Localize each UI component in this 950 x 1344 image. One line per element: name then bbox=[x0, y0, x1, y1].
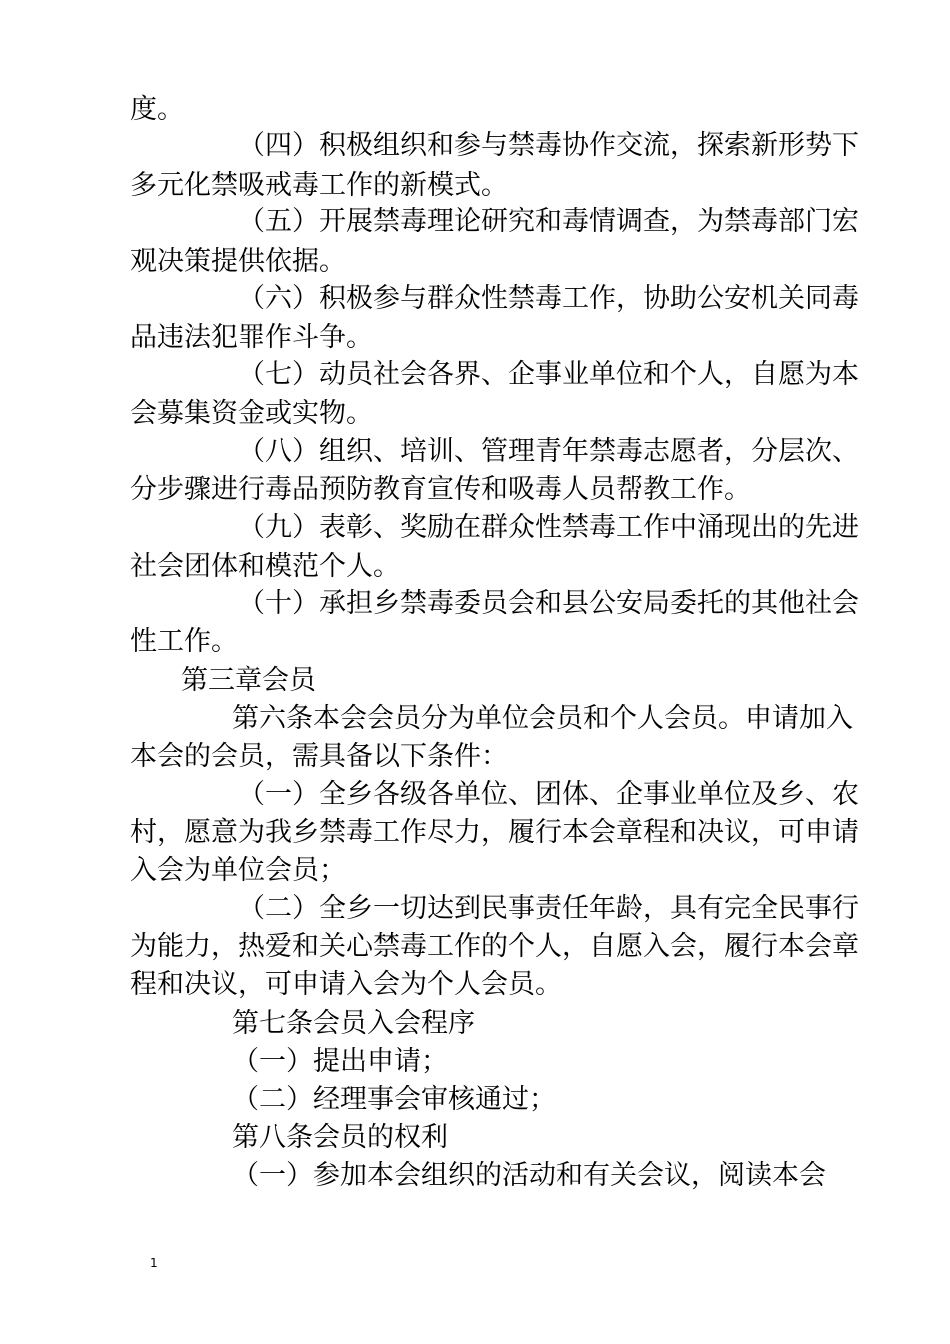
text-line: 观决策提供依据。 bbox=[130, 246, 346, 277]
text-line: 度。 bbox=[130, 94, 184, 125]
text-line: 分步骤进行毒品预防教育宣传和吸毒人员帮教工作。 bbox=[130, 474, 751, 505]
text-line: 多元化禁吸戒毒工作的新模式。 bbox=[130, 170, 508, 201]
text-line: （ 九 ） 表 彰 、 奖 励 在 群 众 性 禁 毒 工 作 中 涌 现 出 的 先 进 bbox=[238, 512, 859, 543]
article-heading: 第六条本会会员分为单位会员和个人会员。申请加入 bbox=[232, 703, 853, 734]
text-line: （ 七 ） 动 员 社 会 各 界 、 企 事 业 单 位 和 个 人 ， 自 愿 为 本 bbox=[238, 359, 859, 390]
text-line: 社会团体和模范个人。 bbox=[130, 551, 400, 582]
text-line: （二）经理事会审核通过； bbox=[232, 1084, 556, 1115]
text-line: 为 能 力 ， 热 爱 和 关 心 禁 毒 工 作 的 个 人 ， 自 愿 入 会 ， 履 行 本 会 章 bbox=[130, 931, 859, 962]
article-heading: 第七条会员入会程序 bbox=[232, 1008, 475, 1039]
text-line: 村 ， 愿 意 为 我 乡 禁 毒 工 作 尽 力 ， 履 行 本 会 章 程 和 决 议 ， 可 申 请 bbox=[130, 817, 859, 848]
text-line: （一）参加本会组织的活动和有关会议，阅读本会 bbox=[232, 1160, 826, 1191]
text-line: （ 四 ） 积 极 组 织 和 参 与 禁 毒 协 作 交 流 ， 探 索 新 形 势 下 bbox=[238, 130, 859, 161]
text-line: 程和决议，可申请入会为个人会员。 bbox=[130, 969, 562, 1000]
text-line: （ 六 ） 积 极 参 与 群 众 性 禁 毒 工 作 ， 协 助 公 安 机 关 同 毒 bbox=[238, 283, 859, 314]
text-line: 会募集资金或实物。 bbox=[130, 398, 373, 429]
page-number: 1 bbox=[150, 1256, 158, 1270]
text-line: （ 一 ） 全 乡 各 级 各 单 位 、 团 体 、 企 事 业 单 位 及 乡 、 农 bbox=[238, 779, 859, 810]
text-line: （ 五 ） 开 展 禁 毒 理 论 研 究 和 毒 情 调 查 ， 为 禁 毒 部 门 宏 bbox=[238, 206, 859, 237]
text-line: （八）组织、培训、管理青年禁毒志愿者，分层次、 bbox=[238, 436, 859, 467]
chapter-heading: 第三章会员 bbox=[181, 665, 316, 696]
text-line: （一）提出申请； bbox=[232, 1046, 448, 1077]
text-line: （ 十 ） 承 担 乡 禁 毒 委 员 会 和 县 公 安 局 委 托 的 其 他 社 会 bbox=[238, 588, 859, 619]
text-line: 入会为单位会员； bbox=[130, 855, 346, 886]
text-line: 品违法犯罪作斗争。 bbox=[130, 322, 373, 353]
text-line: 性工作。 bbox=[130, 626, 238, 657]
text-line: 本会的会员，需具备以下条件： bbox=[130, 741, 508, 772]
article-heading: 第八条会员的权利 bbox=[232, 1122, 448, 1153]
text-line: （ 二 ） 全 乡 一 切 达 到 民 事 责 任 年 龄 ， 具 有 完 全 民 事 行 bbox=[238, 893, 859, 924]
